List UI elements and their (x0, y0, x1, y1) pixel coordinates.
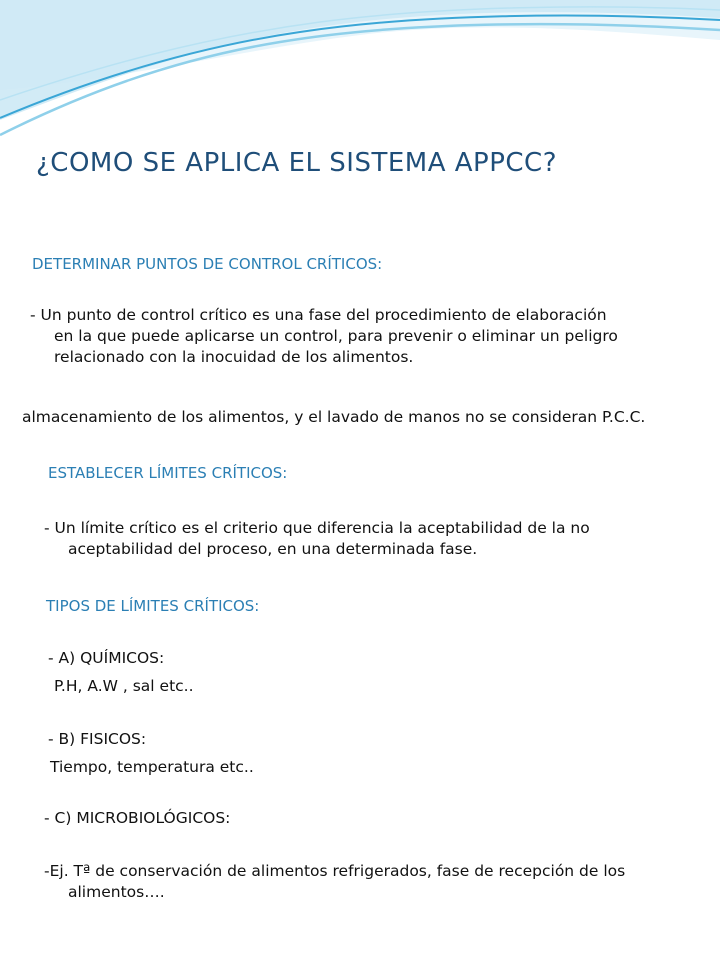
pcc-definition-line-1: - Un punto de control crítico es una fase del procedimiento de elaboración (30, 306, 607, 324)
decorative-wave-header (0, 0, 720, 150)
pcc-note: almacenamiento de los alimentos, y el lavado de manos no se consideran P.C.C. (22, 408, 646, 426)
pcc-heading: DETERMINAR PUNTOS DE CONTROL CRÍTICOS: (32, 255, 383, 273)
example-line-2: alimentos…. (68, 883, 165, 901)
limits-definition-line-2: aceptabilidad del proceso, en una determinada fase. (68, 540, 478, 558)
pcc-definition (30, 305, 710, 368)
slide-title: ¿COMO SE APLICA EL SISTEMA APPCC? (36, 148, 557, 178)
limits-heading: ESTABLECER LÍMITES CRÍTICOS: (48, 464, 288, 482)
type-a-detail: P.H, A.W , sal etc.. (54, 677, 194, 695)
pcc-definition-line-3: relacionado con la inocuidad de los alimentos. (54, 348, 414, 366)
limits-definition (44, 518, 720, 560)
pcc-definition-line-2: en la que puede aplicarse un control, para prevenir o eliminar un peligro (54, 327, 618, 345)
type-a-label: - A) QUÍMICOS: (48, 649, 165, 667)
example-line-1: -Ej. Tª de conservación de alimentos refrigerados, fase de recepción de los (44, 862, 626, 880)
types-heading: TIPOS DE LÍMITES CRÍTICOS: (46, 597, 260, 615)
limits-definition-line-1: - Un límite crítico es el criterio que diferencia la aceptabilidad de la no (44, 519, 590, 537)
type-b-label: - B) FISICOS: (48, 730, 147, 748)
example (44, 861, 720, 903)
type-c-label: - C) MICROBIOLÓGICOS: (44, 809, 231, 827)
type-b-detail: Tiempo, temperatura etc.. (50, 758, 254, 776)
